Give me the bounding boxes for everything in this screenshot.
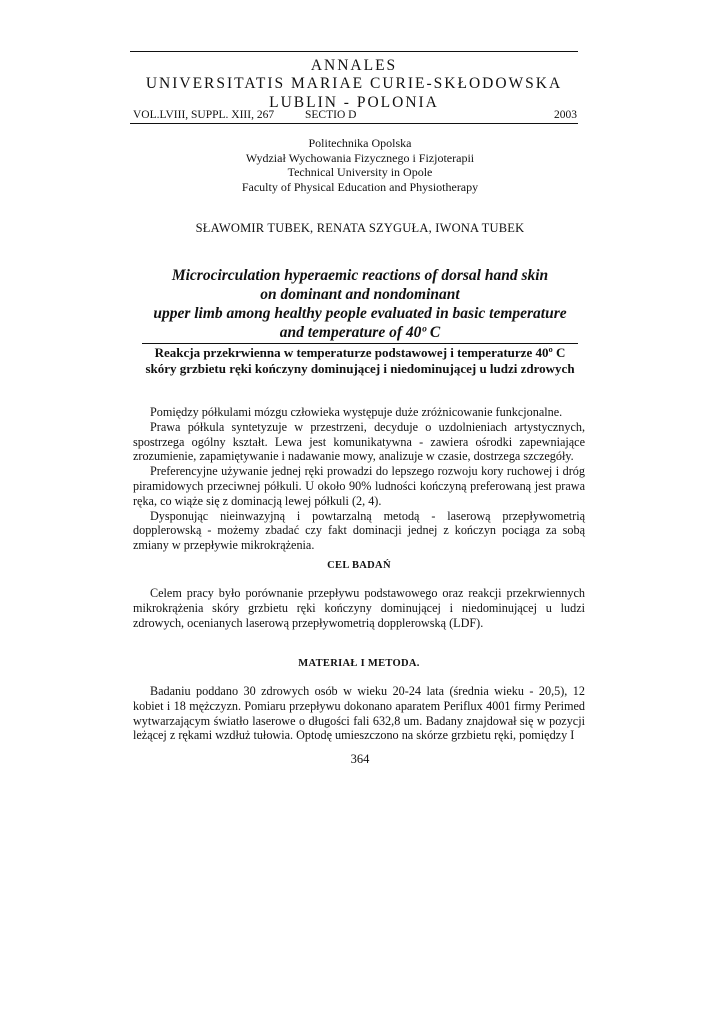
material-paragraph: Badaniu poddano 30 zdrowych osób w wieku 20-24 lata (średnia wieku - 20,5), 12 kobiet i 18 mężczyzn. Pomiaru przepływu dokonano aparatem Periflux 4001 firmy Perimed wytwarzającym światło laserowe o długości fali 632,8 um. Badany znajdował się w pozycji leżącej z rękami wzdłuż tułowia. Optodę umieszczono na skórze grzbietu ręki, pomiędzy I	[133, 684, 585, 743]
affiliation-line: Technical University in Opole	[287, 165, 433, 179]
section-heading-cel: CEL BADAŃ	[327, 560, 391, 571]
section-heading-material: MATERIAŁ I METODA.	[298, 658, 420, 669]
article-title	[130, 266, 590, 342]
title-line: and temperature of 40º C	[279, 324, 441, 341]
cel-paragraph: Celem pracy było porównanie przepływu podstawowego oraz reakcji przekrwiennych mikrokrążenia skóry grzbietu ręki kończyny dominującej i niedominującej u ludzi zdrowych, ocenianych laserową przepływometrią dopplerowską (LDF).	[133, 586, 585, 630]
intro-paragraph: Preferencyjne używanie jednej ręki prowadzi do lepszego rozwoju kory ruchowej i dróg piramidowych przeciwnej półkuli. U około 90% ludności kończyną preferowaną jest prawa ręka, co wiąże się z dominacją lewej półkuli (2, 4).	[133, 464, 585, 508]
subtitle-line: skóry grzbietu ręki kończyny dominującej i niedominującej u ludzi zdrowych	[145, 361, 575, 376]
intro-paragraph: Prawa półkula syntetyzuje w przestrzeni, decyduje o uzdolnieniach artystycznych, spostrzega ogólny kształt. Lewa jest komunikatywna - zawiera ośrodki zapewniające zrozumienie, zapamiętywanie i nadawanie mowy, analizuje w czasie, dostrzega szczegóły.	[133, 419, 585, 464]
year-info: 2003	[554, 109, 577, 121]
section-info: SECTIO D	[305, 109, 357, 121]
header-top-rule	[130, 51, 578, 52]
subtitle-line: Reakcja przekrwienna w temperaturze podstawowej i temperaturze 40º C	[154, 345, 566, 360]
affiliation-line: Politechnika Opolska	[308, 136, 412, 150]
volume-row	[133, 109, 577, 124]
section-material-body	[133, 684, 585, 743]
title-line: Microcirculation hyperaemic reactions of dorsal hand skin	[171, 267, 549, 284]
intro-paragraph: Pomiędzy półkulami mózgu człowieka występuje duże zróżnicowanie funkcjonalne.	[150, 405, 563, 419]
affiliation-block	[130, 136, 590, 194]
affiliation-line: Wydział Wychowania Fizycznego i Fizjoterapii	[245, 150, 475, 165]
journal-title-line3: LUBLIN - POLONIA	[269, 94, 439, 111]
title-rule	[142, 343, 578, 344]
section-cel-body	[133, 586, 585, 630]
volume-rule	[130, 123, 578, 124]
journal-title-line2: UNIVERSITATIS MARIAE CURIE-SKŁODOWSKA	[145, 75, 563, 92]
affiliation-line: Faculty of Physical Education and Physiotherapy	[241, 179, 479, 194]
authors: SŁAWOMIR TUBEK, RENATA SZYGUŁA, IWONA TUBEK	[195, 221, 525, 235]
page-number: 364	[350, 752, 370, 766]
introduction	[133, 405, 585, 553]
journal-title-line1: ANNALES	[310, 57, 398, 74]
volume-info: VOL.LVIII, SUPPL. XIII, 267	[133, 109, 275, 121]
title-line: on dominant and nondominant	[260, 286, 460, 303]
polish-subtitle	[130, 345, 590, 377]
title-line: upper limb among healthy people evaluated in basic temperature	[153, 305, 567, 322]
intro-paragraph: Dysponując nieinwazyjną i powtarzalną metodą - laserową przepływometrią dopplerowską - możemy zbadać czy fakt dominacji jednej z kończyn pociąga za sobą zmiany w przepływie mikrokrążenia.	[133, 508, 585, 553]
